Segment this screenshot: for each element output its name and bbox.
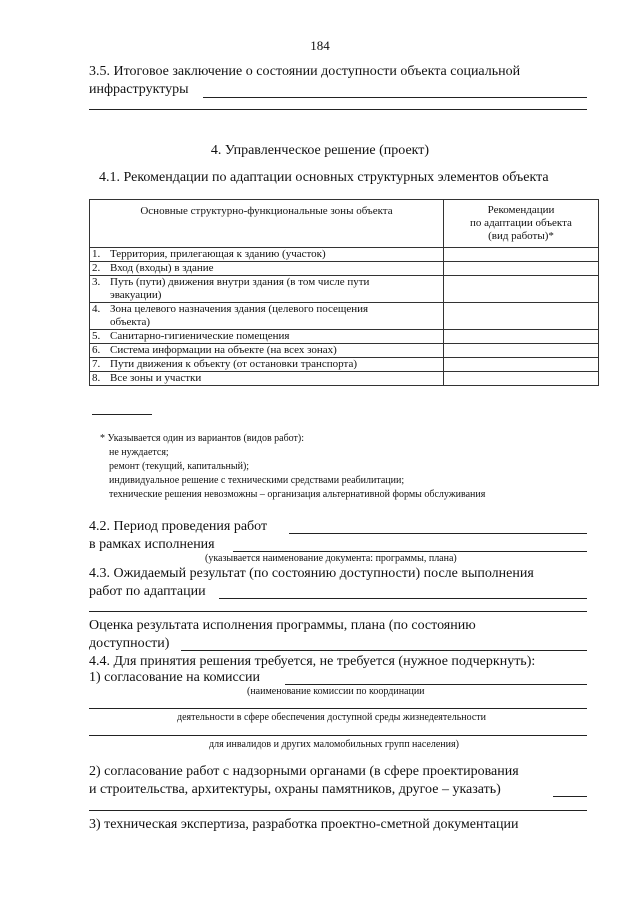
row-number: 5.: [90, 330, 109, 344]
commission-caption2: деятельности в сфере обеспечения доступной среды жизнедеятельности: [177, 712, 487, 723]
col2-header-line: Рекомендации: [487, 204, 555, 216]
fill-line[interactable]: [89, 611, 587, 612]
table-row: [90, 303, 599, 330]
fill-line[interactable]: [233, 551, 587, 552]
table-row: [90, 344, 599, 358]
commission-caption3: для инвалидов и других маломобильных групп населения): [209, 739, 459, 750]
col2-header-line: по адаптации объекта: [470, 217, 572, 229]
table-row: [90, 358, 599, 372]
row-zone-line: эвакуации): [110, 289, 162, 301]
row-zone: Территория, прилегающая к зданию (участок): [108, 248, 444, 262]
row-zone-line: Зона целевого назначения здания (целевого посещения: [110, 303, 369, 315]
row-number: 2.: [90, 262, 109, 276]
footnote-line: * Указывается один из вариантов (видов работ):: [100, 433, 305, 444]
col2-header-line: (вид работы)*: [488, 230, 554, 242]
row-zone-line: Путь (пути) движения внутри здания (в том числе пути: [110, 276, 370, 288]
row-zone: Санитарно-гигиенические помещения: [108, 330, 444, 344]
section-4-2-line1: 4.2. Период проведения работ: [89, 519, 268, 534]
section-4-4-item2-line1: 2) согласование работ с надзорными органами (в сфере проектирования: [89, 764, 519, 779]
row-zone: [108, 303, 444, 330]
col2-header: [444, 200, 599, 248]
row-recommendation-cell[interactable]: [444, 248, 599, 262]
row-number: 7.: [90, 358, 109, 372]
fill-line[interactable]: [89, 708, 587, 709]
table-row: [90, 276, 599, 303]
section-4-3-line2: работ по адаптации: [89, 584, 206, 599]
table-row: [90, 372, 599, 386]
footnote-separator: [92, 414, 152, 415]
assessment-line2: доступности): [89, 636, 170, 651]
recommendations-table: [89, 199, 599, 386]
row-zone-line: объекта): [110, 316, 151, 328]
section-3-5-line2: инфраструктуры: [89, 82, 189, 97]
row-recommendation-cell[interactable]: [444, 372, 599, 386]
row-number: 6.: [90, 344, 109, 358]
row-zone: Система информации на объекте (на всех зонах): [108, 344, 444, 358]
row-zone: Все зоны и участки: [108, 372, 444, 386]
row-number: 3.: [90, 276, 109, 303]
table-row: [90, 330, 599, 344]
row-recommendation-cell[interactable]: [444, 344, 599, 358]
section-4-1-title: 4.1. Рекомендации по адаптации основных структурных элементов объекта: [99, 170, 549, 185]
footnote-line: технические решения невозможны – организация альтернативной формы обслуживания: [109, 489, 486, 500]
footnote-line: ремонт (текущий, капитальный);: [109, 461, 250, 472]
section-4-4-item2-line2: и строительства, архитектуры, охраны памятников, другое – указать): [89, 782, 501, 797]
footnote-line: индивидуальное решение с техническими средствами реабилитации;: [109, 475, 405, 486]
row-recommendation-cell[interactable]: [444, 330, 599, 344]
section-3-5-line1: 3.5. Итоговое заключение о состоянии доступности объекта социальной: [89, 64, 521, 79]
section-4-title: 4. Управленческое решение (проект): [210, 143, 430, 158]
page-number: 184: [310, 38, 330, 53]
footnote-line: не нуждается;: [109, 447, 169, 458]
row-zone: [108, 276, 444, 303]
row-recommendation-cell[interactable]: [444, 262, 599, 276]
fill-line[interactable]: [553, 796, 587, 797]
col1-header: Основные структурно-функциональные зоны объекта: [90, 200, 444, 248]
row-zone: Пути движения к объекту (от остановки транспорта): [108, 358, 444, 372]
assessment-line1: Оценка результата исполнения программы, плана (по состоянию: [89, 618, 476, 633]
footnote-block: [100, 432, 485, 502]
row-number: 8.: [90, 372, 109, 386]
section-4-2-caption: (указывается наименование документа: программы, плана): [205, 553, 457, 564]
fill-line[interactable]: [285, 684, 587, 685]
row-number: 1.: [90, 248, 109, 262]
section-4-3-line1: 4.3. Ожидаемый результат (по состоянию доступности) после выполнения: [89, 566, 534, 581]
section-4-2-line2: в рамках исполнения: [89, 537, 215, 552]
row-number: 4.: [90, 303, 109, 330]
fill-line: [203, 97, 587, 98]
fill-line[interactable]: [289, 533, 587, 534]
commission-caption1: (наименование комиссии по координации: [247, 686, 425, 697]
fill-line[interactable]: [181, 650, 587, 651]
table-header-row: [90, 200, 599, 248]
table-row: [90, 248, 599, 262]
fill-line[interactable]: [89, 810, 587, 811]
row-recommendation-cell[interactable]: [444, 303, 599, 330]
fill-line[interactable]: [219, 598, 587, 599]
section-4-4-title: 4.4. Для принятия решения требуется, не требуется (нужное подчеркнуть):: [89, 654, 536, 669]
section-4-4-item3: 3) техническая экспертиза, разработка проектно-сметной документации: [89, 817, 519, 832]
table-row: [90, 262, 599, 276]
section-4-4-item1: 1) согласование на комиссии: [89, 670, 260, 685]
row-zone: Вход (входы) в здание: [108, 262, 444, 276]
row-recommendation-cell[interactable]: [444, 276, 599, 303]
fill-line[interactable]: [89, 735, 587, 736]
fill-line: [89, 109, 587, 110]
row-recommendation-cell[interactable]: [444, 358, 599, 372]
